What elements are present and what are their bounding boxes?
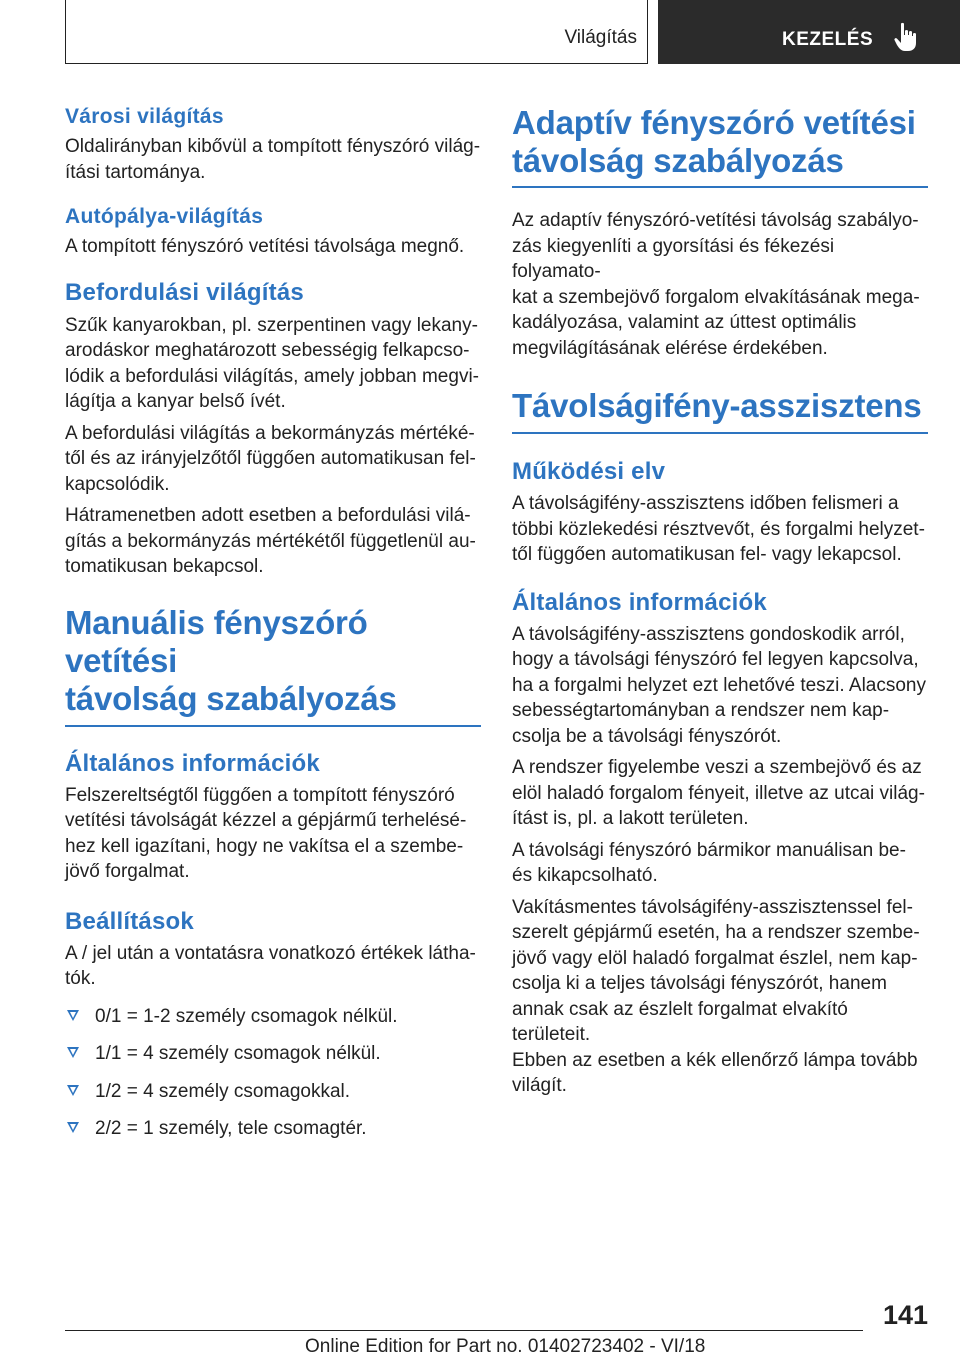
- heading-adaptiv-vetitesi: Adaptív fényszóró vetítési távolság szabályozás: [512, 104, 928, 188]
- triangle-bullet-icon: [67, 1085, 79, 1096]
- footer-edition: Online Edition for Part no. 01402723402 - VI/18: [305, 1336, 706, 1357]
- paragraph-beallitasok: A / jel után a vontatásra vonatkozó értékek látha- tók.: [65, 942, 476, 989]
- heading-tavolsagifeny-asszisztens: Távolságifény-asszisztens: [512, 387, 928, 434]
- settings-list: [65, 1004, 481, 1142]
- header-section-box: [65, 0, 648, 64]
- triangle-bullet-icon: [67, 1010, 79, 1021]
- list-item: 0/1 = 1-2 személy csomagok nélkül.: [65, 1004, 481, 1030]
- hand-pointer-icon: [894, 22, 920, 52]
- section-title: Világítás: [564, 27, 637, 48]
- heading-mukodesi-elv: Működési elv: [512, 458, 666, 485]
- paragraph-varosi: Oldalirányban kibővül a tompított fényszóró világ- ítási tartománya.: [65, 136, 481, 183]
- chapter-label: KEZELÉS: [782, 29, 874, 50]
- heading-altalanos-informaciok-left: Általános információk: [65, 749, 320, 777]
- list-item: 1/1 = 4 személy csomagok nélkül.: [65, 1041, 481, 1067]
- paragraph-altalanos-right-2: A rendszer figyelembe veszi a szembejövő és az elöl haladó forgalom fényeit, illetve az utcai világ- ítást is, pl. a lakott területen.: [512, 757, 925, 829]
- heading-autopalya-vilagitas: Autópálya-világítás: [65, 205, 264, 228]
- paragraph-altalanos-right-1: A távolságifény-asszisztens gondoskodik arról, hogy a távolsági fényszóró fel legyen kapcsolva, ha a forgalmi helyzet ezt lehetővé teszi. Alacsony sebességtartományban a rendszer nem kap- csolja be a távolsági fényszórót.: [512, 623, 927, 747]
- paragraph-mukodesi-elv: A távolságifény-asszisztens időben felismeri a többi közlekedési résztvevőt, és forgalmi helyzet- től függően automatikusan fel- vagy lekapcsol.: [512, 493, 925, 565]
- page-number: 141: [883, 1300, 929, 1330]
- paragraph-autopalya: A tompított fényszóró vetítési távolsága megnő.: [65, 236, 465, 257]
- triangle-bullet-icon: [67, 1122, 79, 1133]
- paragraph-befordulasi-3: Hátramenetben adott esetben a befordulási vilá- gítás a bekormányzás mértékétől függetlenül au- tomatikusan bekapcsol.: [65, 505, 476, 577]
- paragraph-befordulasi-2: A befordulási világítás a bekormányzás mértéké- től és az irányjelzőtől függően automatikusan fel- kapcsolódik.: [65, 422, 476, 495]
- heading-altalanos-informaciok-right: Általános információk: [512, 588, 767, 616]
- left-column: [65, 100, 481, 1142]
- list-item: 2/2 = 1 személy, tele csomagtér.: [65, 1116, 481, 1142]
- right-column: [512, 104, 928, 1099]
- footer-divider: [65, 1330, 863, 1331]
- heading-varosi-vilagitas: Városi világítás: [65, 105, 224, 128]
- chapter-tab: [658, 0, 960, 64]
- paragraph-adaptiv: Az adaptív fényszóró-vetítési távolság szabályo- zás kiegyenlíti a gyorsítási és fékezési folyamato- kat a szembejövő forgalom elvakításának mega- kadályozása, valamint az úttest optimális megvilágításának elérése érdekében.: [512, 210, 920, 359]
- paragraph-altalanos-right-3: A távolsági fényszóró bármikor manuálisan be- és kikapcsolható.: [512, 839, 906, 886]
- heading-beallitasok: Beállítások: [65, 907, 194, 935]
- paragraph-befordulasi-1: Szűk kanyarokban, pl. szerpentinen vagy lekany- arodáskor meghatározott sebességig felkapcso- lódik a befordulási világítás, amely jobban megvi- lágítja a kanyar belső ívét.: [65, 314, 479, 412]
- paragraph-altalanos-right-4: Vakításmentes távolságifény-asszisztenssel fel- szerelt gépjármű esetén, ha a rendszer szembe- jövő vagy elöl haladó forgalmat észlel, nem kap- csolja ki a teljes távolsági fényszórót, hanem annak csak az észlelt forgalmat elvakító területeit. Ebben az esetben a kék ellenőrző lámpa tovább világít.: [512, 896, 920, 1096]
- paragraph-altalanos-left: Felszereltségtől függően a tompított fényszóró vetítési távolságát kézzel a gépjármű terhelésé- hez kell igazítani, hogy ne vakítsa el a szembe- jövő forgalmat.: [65, 784, 467, 882]
- list-item: 1/2 = 4 személy csomagokkal.: [65, 1079, 481, 1105]
- triangle-bullet-icon: [67, 1047, 79, 1058]
- heading-manualis-vetitesi: Manuális fényszóró vetítési távolság szabályozás: [65, 604, 481, 727]
- heading-befordulasi-vilagitas: Befordulási világítás: [65, 278, 304, 306]
